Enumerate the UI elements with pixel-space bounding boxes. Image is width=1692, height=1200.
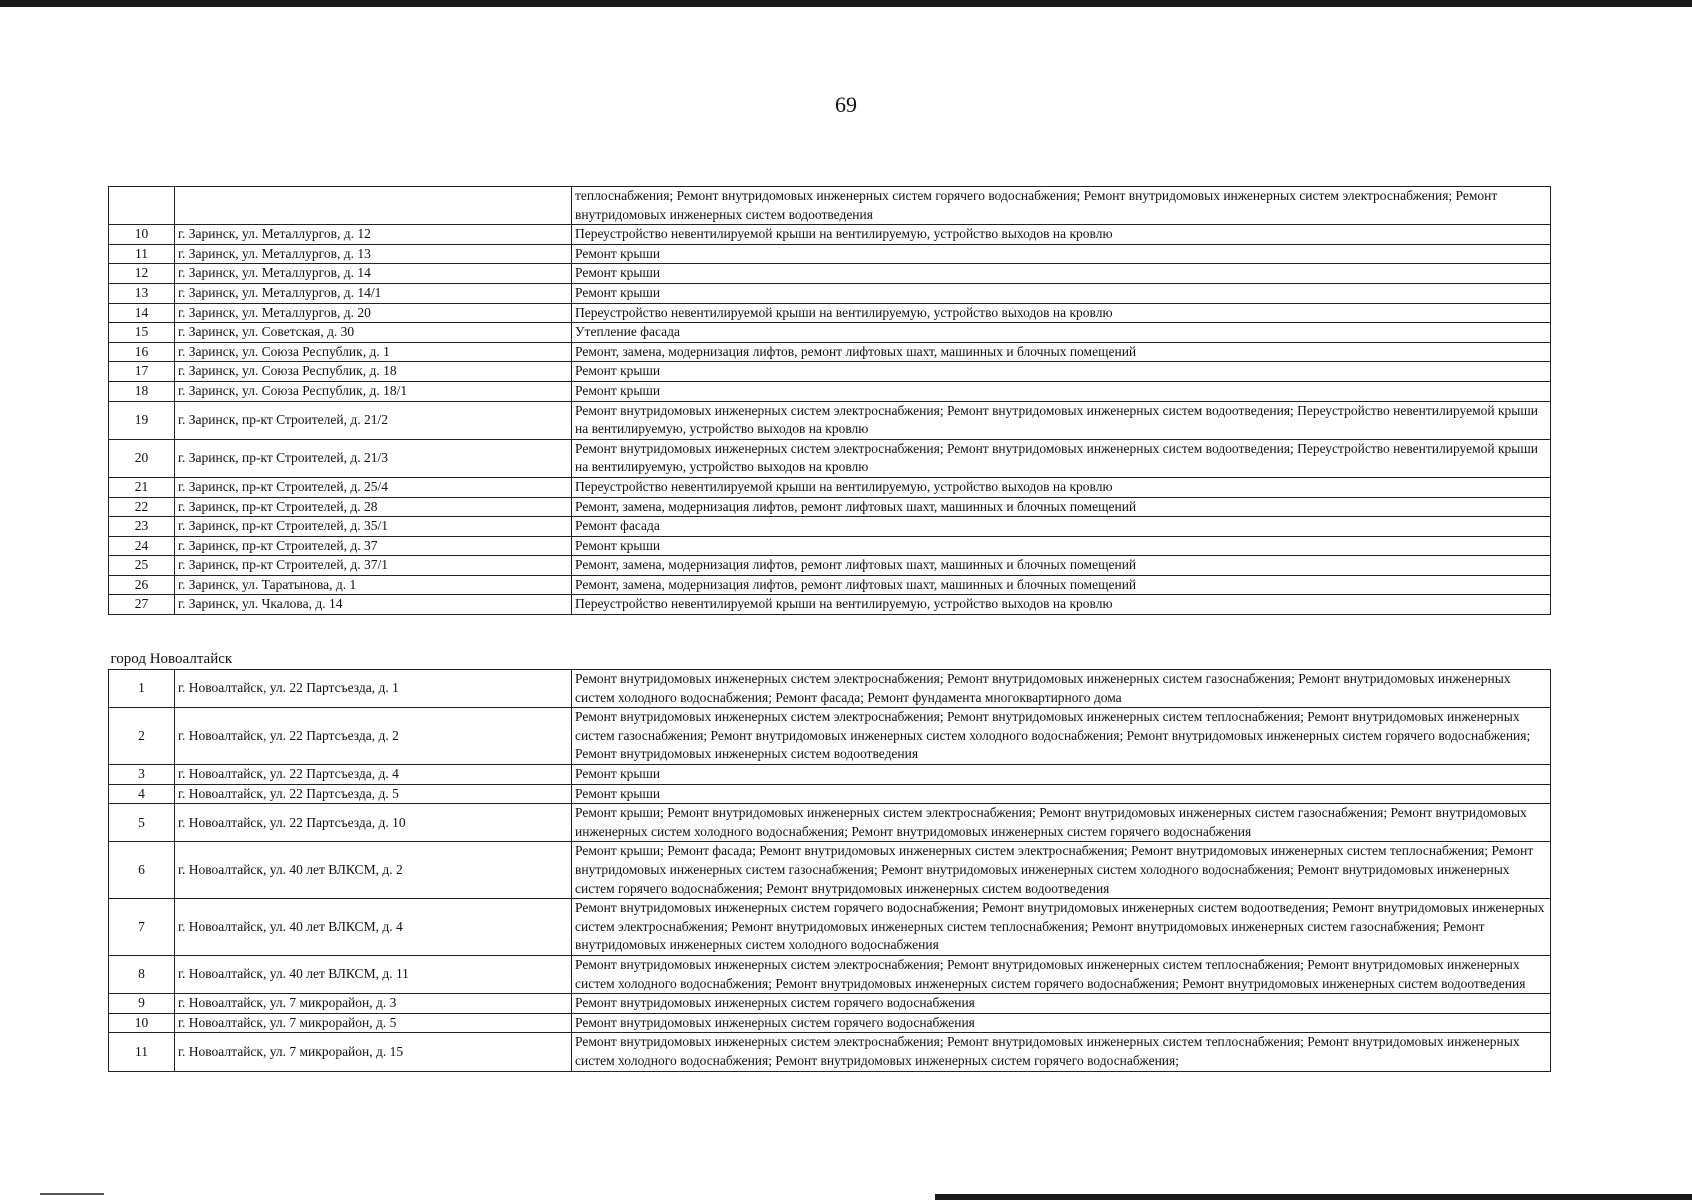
section-title: город Новоалтайск (109, 615, 1551, 670)
table-row (109, 784, 1551, 804)
work-type-cell: Ремонт крыши (572, 765, 1551, 785)
row-number-cell: 11 (109, 244, 175, 264)
work-type-cell: Ремонт внутридомовых инженерных систем электроснабжения; Ремонт внутридомовых инженерных систем теплоснабжения; Ремонт внутридомовых инженерных систем холодного водоснабжения; Ремонт внутридомовых инженерных систем горячего водоснабжения; (572, 1033, 1551, 1071)
address-cell: г. Заринск, ул. Металлургов, д. 14 (175, 264, 572, 284)
row-number-cell: 11 (109, 1033, 175, 1071)
address-cell: г. Заринск, ул. Союза Республик, д. 1 (175, 342, 572, 362)
address-cell: г. Заринск, пр-кт Строителей, д. 37/1 (175, 556, 572, 576)
address-cell: г. Новоалтайск, ул. 22 Партсъезда, д. 10 (175, 804, 572, 842)
address-cell: г. Заринск, пр-кт Строителей, д. 21/3 (175, 439, 572, 477)
work-type-cell: Ремонт крыши (572, 784, 1551, 804)
address-cell: г. Новоалтайск, ул. 40 лет ВЛКСМ, д. 11 (175, 955, 572, 993)
table-row (109, 517, 1551, 537)
address-cell: г. Заринск, ул. Металлургов, д. 12 (175, 225, 572, 245)
address-cell: г. Заринск, ул. Советская, д. 30 (175, 323, 572, 343)
table-row (109, 708, 1551, 765)
address-cell: г. Заринск, пр-кт Строителей, д. 35/1 (175, 517, 572, 537)
address-cell: г. Новоалтайск, ул. 22 Партсъезда, д. 4 (175, 765, 572, 785)
work-type-cell: Ремонт крыши; Ремонт внутридомовых инженерных систем электроснабжения; Ремонт внутридомовых инженерных систем газоснабжения; Ремонт внутридомовых инженерных систем холодного водоснабжения; Ремонт внутридомовых инженерных систем горячего водоснабжения (572, 804, 1551, 842)
table-row (109, 1013, 1551, 1033)
table-row (109, 670, 1551, 708)
work-type-cell: Ремонт крыши (572, 244, 1551, 264)
work-type-cell: Ремонт, замена, модернизация лифтов, ремонт лифтовых шахт, машинных и блочных помещений (572, 497, 1551, 517)
scan-edge-top (0, 0, 1692, 7)
work-type-cell: Переустройство невентилируемой крыши на вентилируемую, устройство выходов на кровлю (572, 595, 1551, 615)
work-type-cell: Ремонт, замена, модернизация лифтов, ремонт лифтовых шахт, машинных и блочных помещений (572, 342, 1551, 362)
row-number-cell: 26 (109, 575, 175, 595)
row-number-cell: 18 (109, 381, 175, 401)
address-cell (175, 187, 572, 225)
table-row (109, 264, 1551, 284)
repair-registry-table (108, 186, 1551, 1072)
table-row (109, 536, 1551, 556)
work-type-cell: Ремонт, замена, модернизация лифтов, ремонт лифтовых шахт, машинных и блочных помещений (572, 556, 1551, 576)
work-type-cell: Ремонт внутридомовых инженерных систем горячего водоснабжения (572, 994, 1551, 1014)
work-type-cell: Утепление фасада (572, 323, 1551, 343)
table-row (109, 303, 1551, 323)
row-number-cell: 7 (109, 899, 175, 956)
row-number-cell: 23 (109, 517, 175, 537)
row-number-cell: 10 (109, 1013, 175, 1033)
address-cell: г. Заринск, пр-кт Строителей, д. 37 (175, 536, 572, 556)
work-type-cell: Ремонт, замена, модернизация лифтов, ремонт лифтовых шахт, машинных и блочных помещений (572, 575, 1551, 595)
work-type-cell: Ремонт внутридомовых инженерных систем электроснабжения; Ремонт внутридомовых инженерных систем водоотведения; Переустройство невентилируемой крыши на вентилируемую, устройство выходов на кровлю (572, 439, 1551, 477)
address-cell: г. Заринск, ул. Металлургов, д. 20 (175, 303, 572, 323)
table-row (109, 401, 1551, 439)
section-header-row (109, 615, 1551, 670)
row-number-cell: 6 (109, 842, 175, 899)
row-number-cell: 8 (109, 955, 175, 993)
registry-body (109, 187, 1551, 1072)
work-type-cell: Переустройство невентилируемой крыши на вентилируемую, устройство выходов на кровлю (572, 225, 1551, 245)
work-type-cell: Ремонт крыши (572, 264, 1551, 284)
work-type-cell: Ремонт внутридомовых инженерных систем электроснабжения; Ремонт внутридомовых инженерных систем газоснабжения; Ремонт внутридомовых инженерных систем холодного водоснабжения; Ремонт фасада; Ремонт фундамента многоквартирного дома (572, 670, 1551, 708)
row-number-cell (109, 187, 175, 225)
work-type-cell: теплоснабжения; Ремонт внутридомовых инженерных систем горячего водоснабжения; Ремонт внутридомовых инженерных систем электроснабжения; Ремонт внутридомовых инженерных систем водоотведения (572, 187, 1551, 225)
address-cell: г. Новоалтайск, ул. 40 лет ВЛКСМ, д. 4 (175, 899, 572, 956)
table-row (109, 187, 1551, 225)
row-number-cell: 9 (109, 994, 175, 1014)
address-cell: г. Новоалтайск, ул. 40 лет ВЛКСМ, д. 2 (175, 842, 572, 899)
work-type-cell: Ремонт крыши (572, 283, 1551, 303)
address-cell: г. Заринск, ул. Металлургов, д. 13 (175, 244, 572, 264)
address-cell: г. Новоалтайск, ул. 7 микрорайон, д. 15 (175, 1033, 572, 1071)
table-row (109, 323, 1551, 343)
row-number-cell: 10 (109, 225, 175, 245)
row-number-cell: 13 (109, 283, 175, 303)
address-cell: г. Новоалтайск, ул. 7 микрорайон, д. 5 (175, 1013, 572, 1033)
table-row (109, 804, 1551, 842)
row-number-cell: 14 (109, 303, 175, 323)
work-type-cell: Ремонт внутридомовых инженерных систем электроснабжения; Ремонт внутридомовых инженерных систем теплоснабжения; Ремонт внутридомовых инженерных систем холодного водоснабжения; Ремонт внутридомовых инженерных систем горячего водоснабжения; Ремонт внутридомовых инженерных систем водоотведения (572, 955, 1551, 993)
address-cell: г. Новоалтайск, ул. 7 микрорайон, д. 3 (175, 994, 572, 1014)
address-cell: г. Заринск, ул. Металлургов, д. 14/1 (175, 283, 572, 303)
table-row (109, 994, 1551, 1014)
table-row (109, 556, 1551, 576)
table-row (109, 244, 1551, 264)
table-row (109, 955, 1551, 993)
address-cell: г. Заринск, ул. Таратынова, д. 1 (175, 575, 572, 595)
row-number-cell: 17 (109, 362, 175, 382)
table-row (109, 842, 1551, 899)
table-row (109, 765, 1551, 785)
row-number-cell: 20 (109, 439, 175, 477)
work-type-cell: Переустройство невентилируемой крыши на вентилируемую, устройство выходов на кровлю (572, 303, 1551, 323)
table-row (109, 381, 1551, 401)
row-number-cell: 27 (109, 595, 175, 615)
row-number-cell: 5 (109, 804, 175, 842)
table-row (109, 575, 1551, 595)
address-cell: г. Заринск, пр-кт Строителей, д. 21/2 (175, 401, 572, 439)
work-type-cell: Ремонт крыши (572, 536, 1551, 556)
address-cell: г. Заринск, пр-кт Строителей, д. 25/4 (175, 477, 572, 497)
work-type-cell: Ремонт внутридомовых инженерных систем электроснабжения; Ремонт внутридомовых инженерных систем теплоснабжения; Ремонт внутридомовых инженерных систем газоснабжения; Ремонт внутридомовых инженерных систем холодного водоснабжения; Ремонт внутридомовых инженерных систем горячего водоснабжения; Ремонт внутридомовых инженерных систем водоотведения (572, 708, 1551, 765)
row-number-cell: 24 (109, 536, 175, 556)
table-row (109, 497, 1551, 517)
table-row (109, 595, 1551, 615)
scan-edge-bottom-left (40, 1193, 104, 1195)
row-number-cell: 4 (109, 784, 175, 804)
row-number-cell: 12 (109, 264, 175, 284)
address-cell: г. Новоалтайск, ул. 22 Партсъезда, д. 1 (175, 670, 572, 708)
table-row (109, 439, 1551, 477)
table-row (109, 477, 1551, 497)
address-cell: г. Новоалтайск, ул. 22 Партсъезда, д. 2 (175, 708, 572, 765)
table-row (109, 362, 1551, 382)
address-cell: г. Заринск, ул. Союза Республик, д. 18 (175, 362, 572, 382)
row-number-cell: 22 (109, 497, 175, 517)
table-row (109, 1033, 1551, 1071)
row-number-cell: 3 (109, 765, 175, 785)
scan-edge-bottom-right (935, 1194, 1692, 1200)
row-number-cell: 21 (109, 477, 175, 497)
address-cell: г. Заринск, ул. Союза Республик, д. 18/1 (175, 381, 572, 401)
table-row (109, 225, 1551, 245)
page-number: 69 (835, 92, 857, 117)
work-type-cell: Ремонт крыши; Ремонт фасада; Ремонт внутридомовых инженерных систем электроснабжения; Ремонт внутридомовых инженерных систем теплоснабжения; Ремонт внутридомовых инженерных систем газоснабжения; Ремонт внутридомовых инженерных систем холодного водоснабжения; Ремонт внутридомовых инженерных систем горячего водоснабжения; Ремонт внутридомовых инженерных систем водоотведения (572, 842, 1551, 899)
work-type-cell: Ремонт фасада (572, 517, 1551, 537)
row-number-cell: 25 (109, 556, 175, 576)
work-type-cell: Ремонт внутридомовых инженерных систем горячего водоснабжения (572, 1013, 1551, 1033)
row-number-cell: 1 (109, 670, 175, 708)
work-type-cell: Ремонт внутридомовых инженерных систем горячего водоснабжения; Ремонт внутридомовых инженерных систем водоотведения; Ремонт внутридомовых инженерных систем электроснабжения; Ремонт внутридомовых инженерных систем теплоснабжения; Ремонт внутридомовых инженерных систем газоснабжения; Ремонт внутридомовых инженерных систем холодного водоснабжения (572, 899, 1551, 956)
row-number-cell: 16 (109, 342, 175, 362)
row-number-cell: 15 (109, 323, 175, 343)
row-number-cell: 19 (109, 401, 175, 439)
address-cell: г. Заринск, ул. Чкалова, д. 14 (175, 595, 572, 615)
address-cell: г. Новоалтайск, ул. 22 Партсъезда, д. 5 (175, 784, 572, 804)
work-type-cell: Переустройство невентилируемой крыши на вентилируемую, устройство выходов на кровлю (572, 477, 1551, 497)
work-type-cell: Ремонт внутридомовых инженерных систем электроснабжения; Ремонт внутридомовых инженерных систем водоотведения; Переустройство невентилируемой крыши на вентилируемую, устройство выходов на кровлю (572, 401, 1551, 439)
table-row (109, 283, 1551, 303)
table-row (109, 899, 1551, 956)
address-cell: г. Заринск, пр-кт Строителей, д. 28 (175, 497, 572, 517)
work-type-cell: Ремонт крыши (572, 381, 1551, 401)
table-row (109, 342, 1551, 362)
row-number-cell: 2 (109, 708, 175, 765)
work-type-cell: Ремонт крыши (572, 362, 1551, 382)
